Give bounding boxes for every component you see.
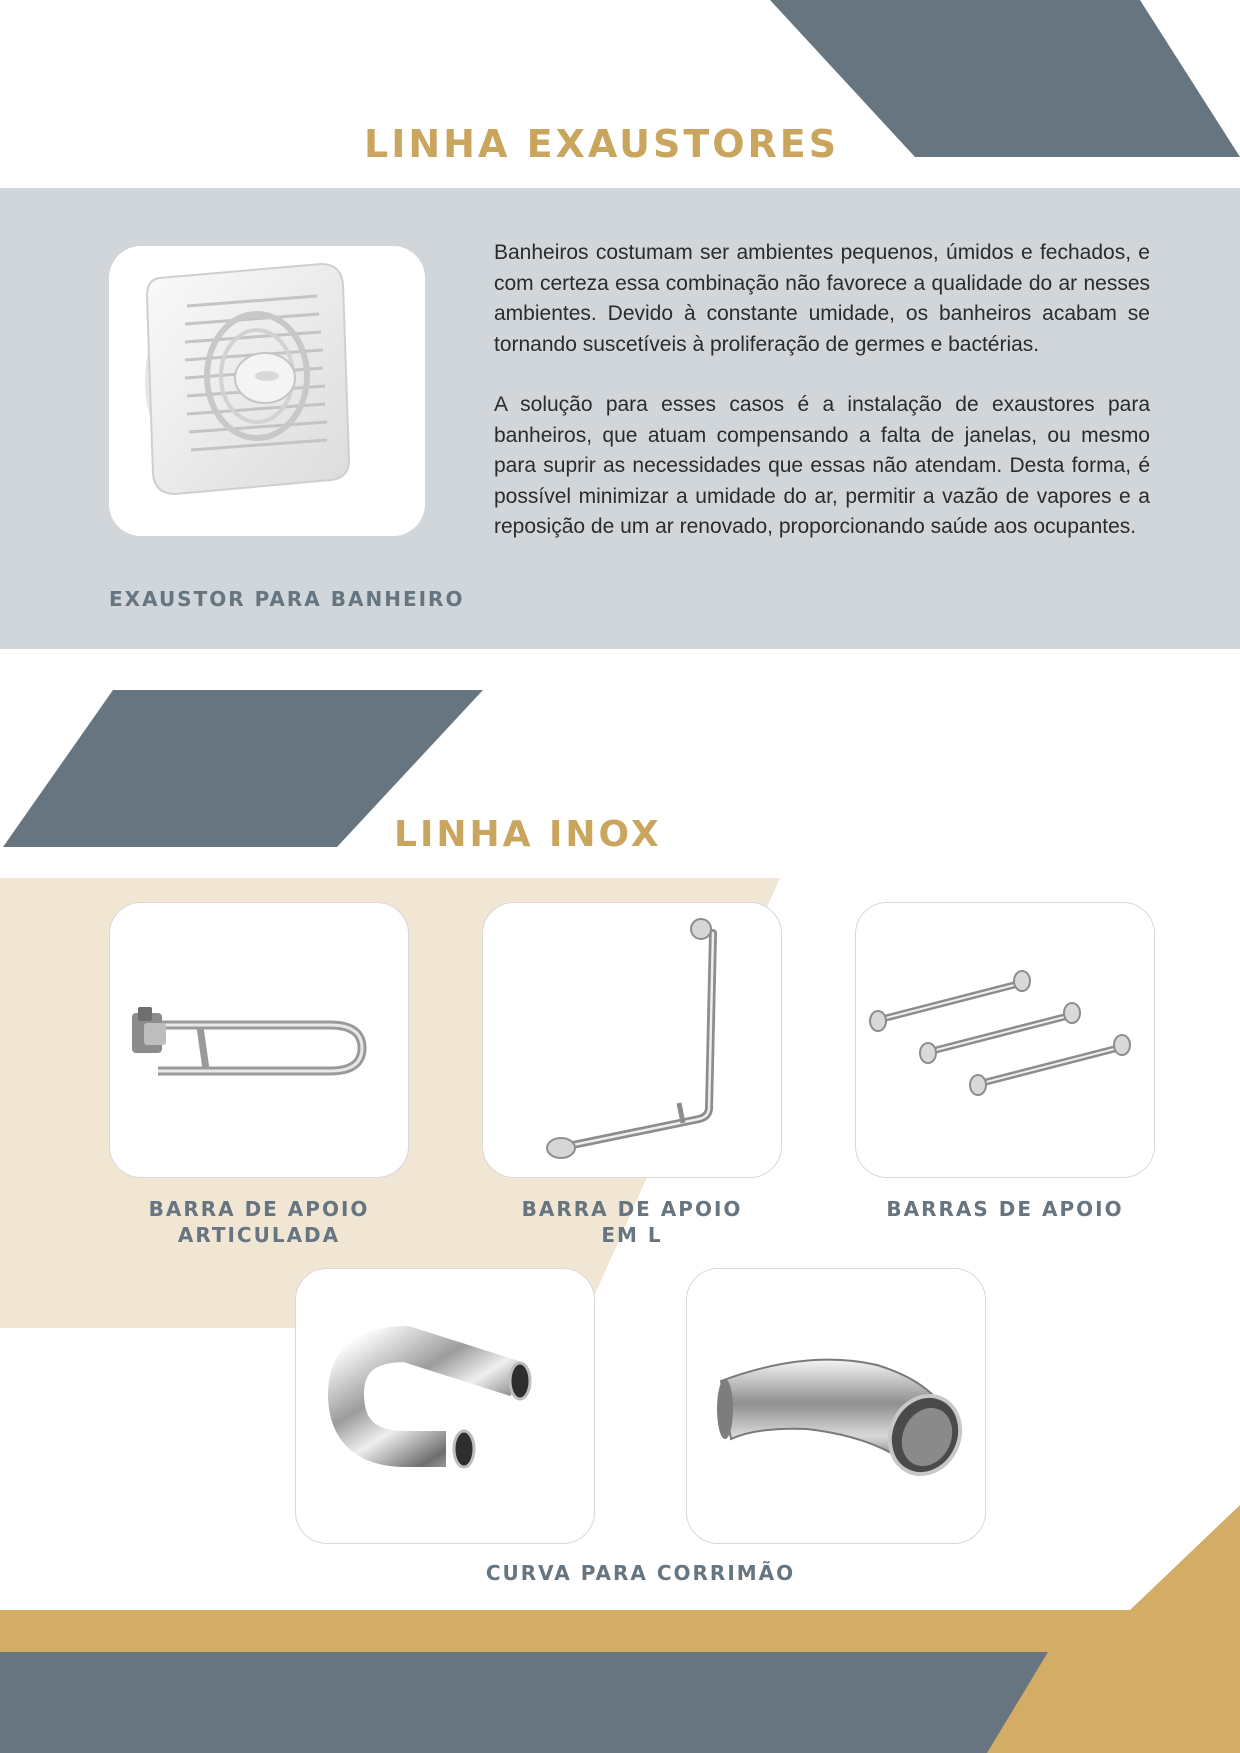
inox-title: LINHA INOX — [394, 814, 662, 855]
folding-grab-bar-icon — [110, 903, 409, 1178]
product-card-barras-de-apoio — [855, 902, 1155, 1178]
caption-barras-de-apoio-line1: BARRAS DE APOIO — [886, 1197, 1124, 1221]
footer-gold-band — [0, 1610, 1240, 1652]
caption-barra-em-l — [482, 1196, 782, 1248]
product-card-barra-articulada — [109, 902, 409, 1178]
exaustores-paragraph-2: A solução para esses casos é a instalação de exaustores para banheiros, que atuam compensando a falta de janelas, ou mesmo para suprir as necessidades que essas não atendam. Desta forma, é possível minimizar a umidade do ar, permitir a vazão de vapores e a reposição de um ar renovado, proporcionando saúde aos ocupantes. — [494, 393, 1150, 538]
exaustores-paragraph-1: Banheiros costumam ser ambientes pequenos, úmidos e fechados, e com certeza essa combinação não favorece a qualidade do ar nesses ambientes. Devido à constante umidade, os banheiros acabam se tornando suscetíveis à proliferação de germes e bactérias. — [494, 241, 1150, 356]
caption-barra-em-l-line1: BARRA DE APOIO — [521, 1197, 743, 1221]
top-right-slate-parallelogram — [770, 0, 1240, 157]
caption-barra-em-l-line2: EM L — [601, 1223, 663, 1247]
exaustores-title: LINHA EXAUSTORES — [364, 122, 840, 166]
caption-barra-articulada-line2: ARTICULADA — [177, 1223, 341, 1247]
exaustores-description — [494, 238, 1150, 573]
exhaust-fan-icon — [109, 246, 425, 536]
exhaust-fan-caption: EXAUSTOR PARA BANHEIRO — [109, 587, 465, 611]
elbow-tube-curve-icon — [687, 1269, 986, 1544]
exhaust-fan-image — [109, 246, 425, 536]
straight-grab-bars-icon — [856, 903, 1155, 1178]
product-card-curva-cotovelo — [686, 1268, 986, 1544]
bottom-right-gold-triangle — [1130, 1505, 1240, 1610]
caption-barra-articulada-line1: BARRA DE APOIO — [148, 1197, 370, 1221]
caption-barras-de-apoio — [855, 1196, 1155, 1222]
product-card-curva-u — [295, 1268, 595, 1544]
caption-curva-para-corrimao: CURVA PARA CORRIMÃO — [485, 1561, 796, 1585]
caption-barra-articulada — [109, 1196, 409, 1248]
l-shaped-grab-bar-icon — [483, 903, 782, 1178]
product-card-barra-em-l — [482, 902, 782, 1178]
u-tube-curve-icon — [296, 1269, 595, 1544]
